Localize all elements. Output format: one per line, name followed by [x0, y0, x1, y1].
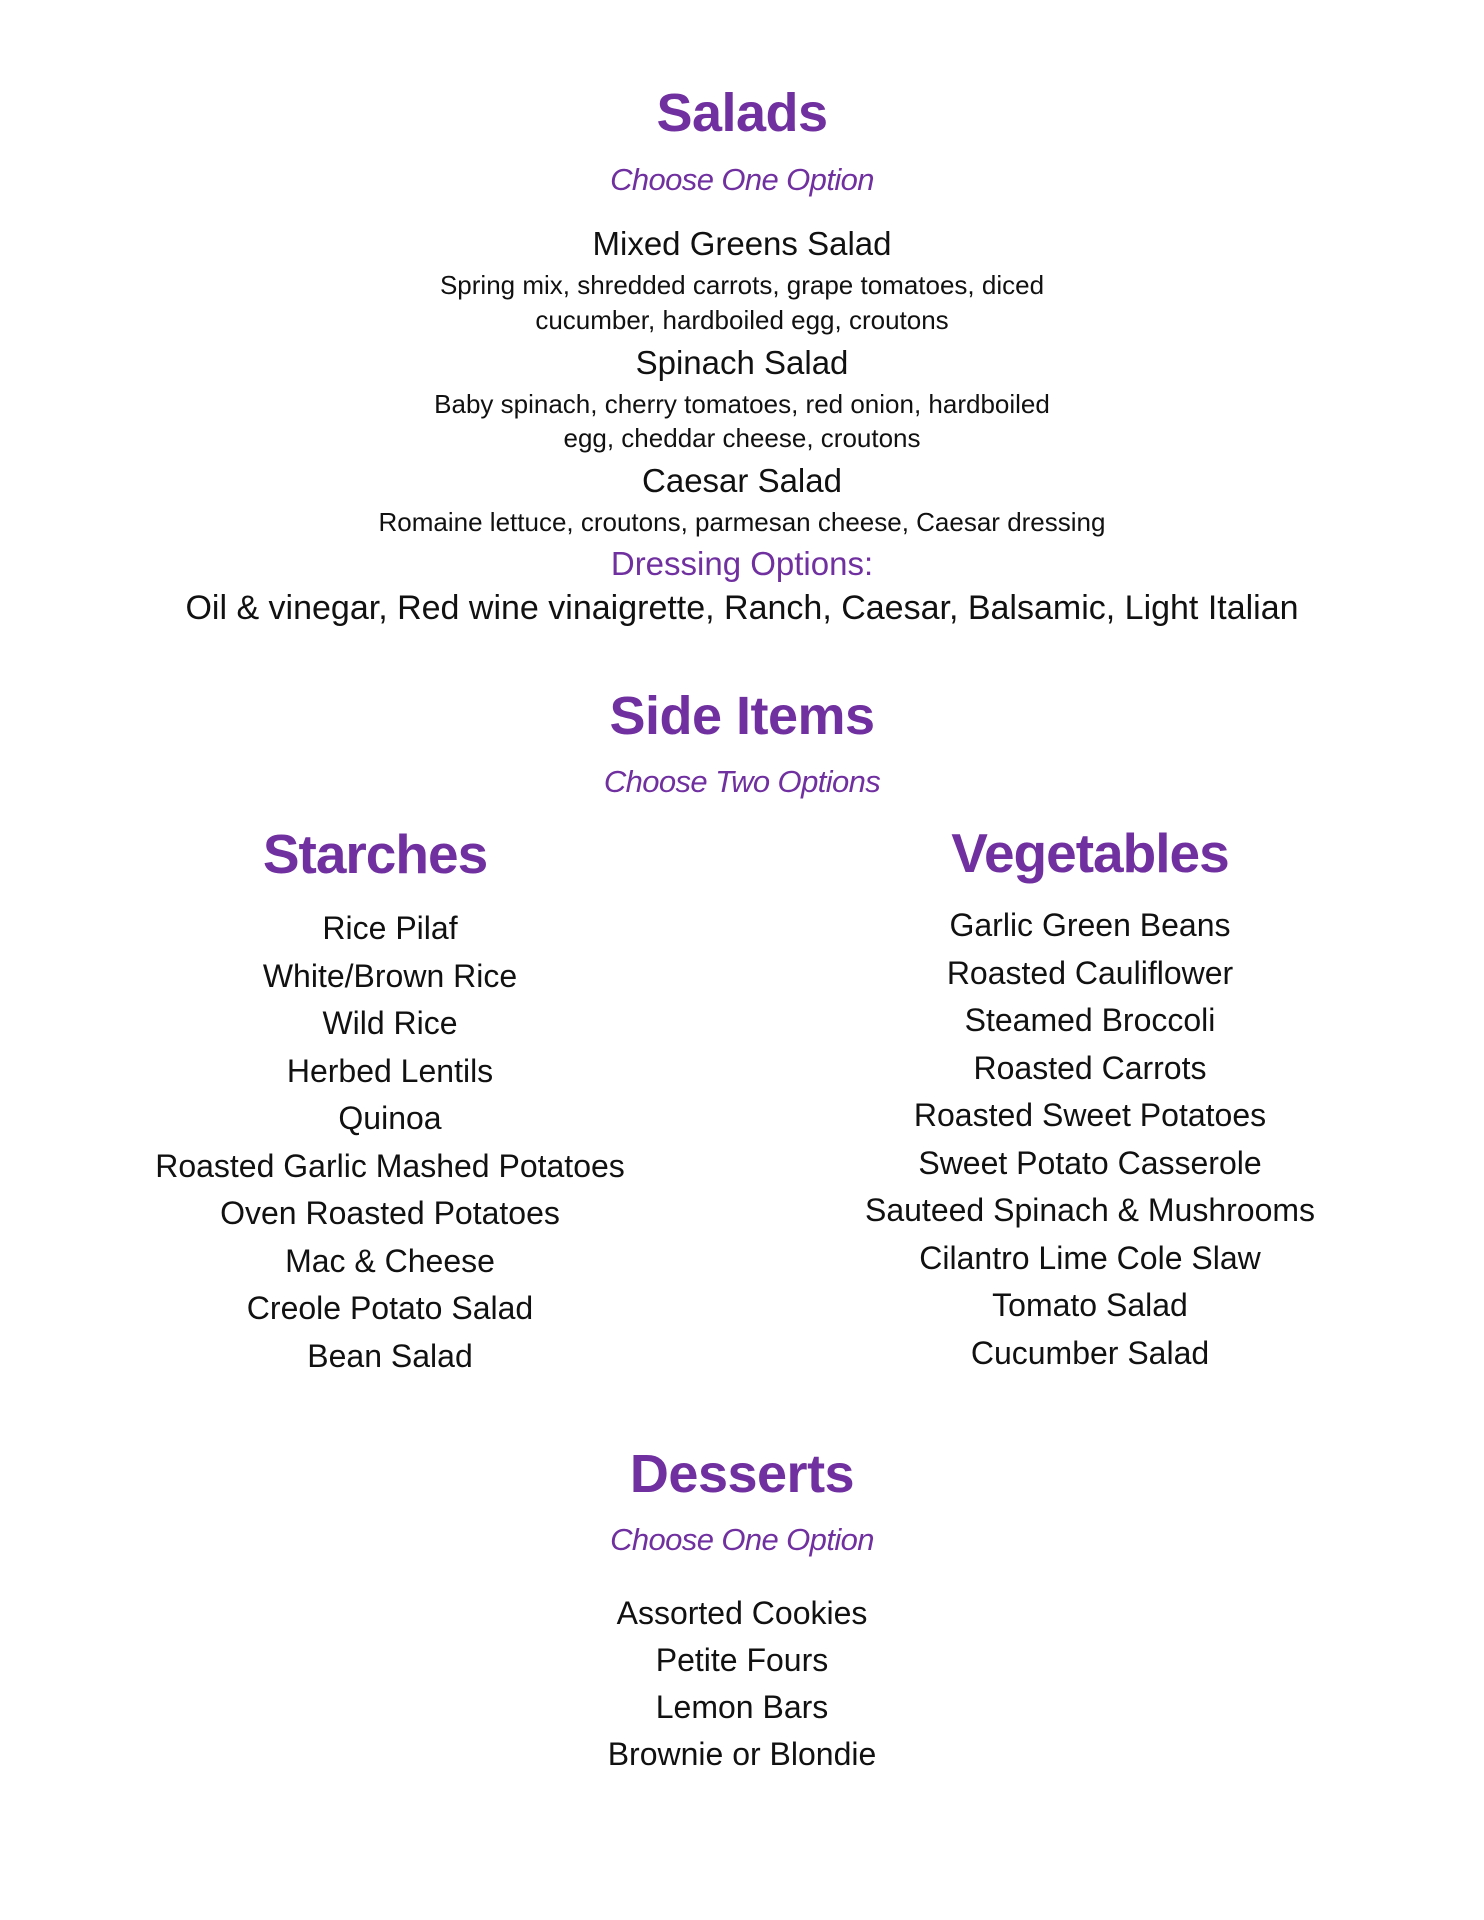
list-item: Lemon Bars	[655, 1689, 829, 1725]
dressing-options-label: Dressing Options:	[610, 545, 874, 582]
list-item: Mac & Cheese	[285, 1242, 495, 1279]
list-item: Assorted Cookies	[616, 1595, 868, 1631]
side-items-heading: Side Items	[609, 686, 875, 746]
list-item: Creole Potato Salad	[246, 1290, 534, 1326]
list-item: Cilantro Lime Cole Slaw	[919, 1239, 1261, 1276]
salad-item-description-line: cucumber, hardboiled egg, croutons	[535, 305, 949, 335]
starches-heading: Starches	[262, 823, 488, 885]
list-item: Herbed Lentils	[286, 1052, 494, 1089]
list-item: Steamed Broccoli	[964, 1002, 1216, 1038]
list-item: Tomato Salad	[992, 1287, 1188, 1323]
list-item: Roasted Sweet Potatoes	[913, 1097, 1267, 1133]
vegetables-list	[820, 902, 1360, 1377]
salad-item-description-line: Romaine lettuce, croutons, parmesan cheese, Caesar dressing	[378, 507, 1106, 537]
salad-item-title: Caesar Salad	[642, 462, 842, 499]
desserts-subheading: Choose One Option	[610, 1522, 874, 1557]
list-item: Sweet Potato Casserole	[918, 1144, 1262, 1181]
list-item: Roasted Garlic Mashed Potatoes	[155, 1147, 625, 1184]
desserts-heading: Desserts	[629, 1444, 855, 1504]
salad-item-title: Spinach Salad	[635, 344, 849, 381]
vegetables-heading: Vegetables	[951, 822, 1229, 884]
list-item: Wild Rice	[322, 1005, 458, 1041]
side-items-subheading: Choose Two Options	[603, 764, 881, 799]
list-item: Roasted Carrots	[973, 1049, 1207, 1086]
salad-item-description-line: Spring mix, shredded carrots, grape tomatoes, diced	[439, 270, 1045, 300]
list-item: Cucumber Salad	[970, 1334, 1210, 1371]
salad-item-description-line: egg, cheddar cheese, croutons	[563, 423, 921, 453]
list-item: Garlic Green Beans	[949, 907, 1231, 943]
salads-heading: Salads	[656, 83, 828, 143]
dressing-options-list: Oil & vinegar, Red wine vinaigrette, Ranch, Caesar, Balsamic, Light Italian	[185, 589, 1299, 627]
list-item: Bean Salad	[307, 1337, 473, 1374]
list-item: Petite Fours	[655, 1642, 829, 1678]
desserts-list	[0, 1590, 1484, 1778]
list-item: Sauteed Spinach & Mushrooms	[864, 1192, 1316, 1228]
starches-list	[110, 905, 670, 1380]
list-item: White/Brown Rice	[262, 957, 518, 994]
list-item: Brownie or Blondie	[607, 1736, 877, 1772]
salads-subheading: Choose One Option	[610, 162, 874, 197]
list-item: Rice Pilaf	[322, 910, 458, 946]
list-item: Roasted Cauliflower	[946, 954, 1234, 991]
list-item: Oven Roasted Potatoes	[220, 1195, 560, 1231]
salad-item-description-line: Baby spinach, cherry tomatoes, red onion, hardboiled	[434, 389, 1050, 419]
salad-item-title: Mixed Greens Salad	[592, 225, 892, 262]
list-item: Quinoa	[338, 1100, 442, 1136]
